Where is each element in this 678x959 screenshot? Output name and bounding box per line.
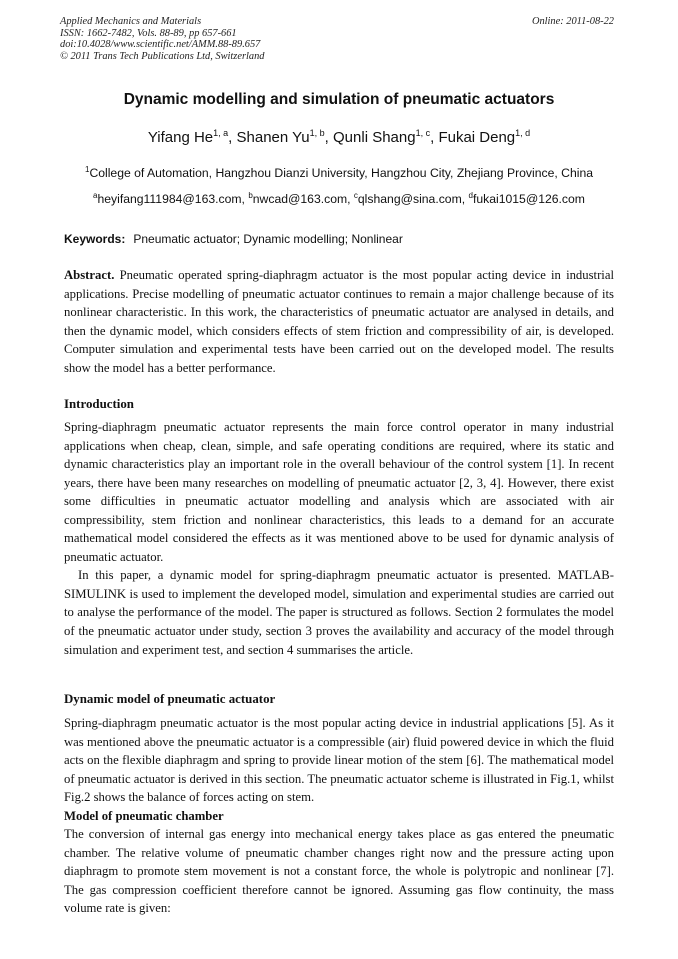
introduction-paragraph-1: Spring-diaphragm pneumatic actuator represents the main force control operator in many industrial applications when cheap, clean, simple, and safe operating conditions are required, where its static and dynamic characteristics play an important role in the overall behaviour of the control system [1]. In recent years, there have been many researches on modelling of pneumatic actuator [2, 3, 4]. However, there exist some difficulties in pneumatic actuator modelling and analysis which are associated with air compressibility, stem friction and nonlinear characteristics, this leads to a demand for an accurate mathematical model considered the effects as it was mentioned above to be used for dynamic analysis of pneumatic actuator.	[64, 420, 614, 564]
email-sup: a	[93, 191, 98, 200]
email-sup: b	[248, 191, 253, 200]
issn-line: ISSN: 1662-7482, Vols. 88-89, pp 657-661	[60, 27, 237, 39]
doi-line: doi:10.4028/www.scientific.net/AMM.88-89.657	[60, 39, 261, 51]
keywords-text: Pneumatic actuator; Dynamic modelling; Nonlinear	[133, 232, 403, 246]
introduction-paragraph-2: In this paper, a dynamic model for spring-diaphragm pneumatic actuator is presented. MATLAB-SIMULINK is used to implement the developed model, simulation and experimental studies are carried out to analyse the performance of the model. The paper is structured as follows. Section 2 formulates the model of the pneumatic actuator under study, section 3 proves the availability and accuracy of the model through simulation and experiment test, and section 4 summarises the article.	[64, 568, 614, 657]
abstract-label: Abstract.	[64, 268, 115, 282]
affiliation-text: College of Automation, Hangzhou Dianzi University, Hangzhou City, Zhejiang Province, China	[89, 166, 593, 180]
dynamic-model-paragraph-1: Spring-diaphragm pneumatic actuator is the most popular acting device in industrial applications [5]. As it was mentioned above the pneumatic actuator is a compressible (air) fluid powered device in which the fluid acts on the flexible diaphragm and spring to provide linear motion of the stem [6]. The mathematical model of pneumatic actuator is derived in this section. The pneumatic actuator scheme is illustrated in Fig.1, whilst Fig.2 shows the balance of forces acting on stem.	[64, 716, 614, 805]
author-sup: 1, a	[213, 128, 229, 138]
dynamic-model-heading: Dynamic model of pneumatic actuator	[64, 692, 276, 706]
copyright-line: © 2011 Trans Tech Publications Ltd, Switzerland	[60, 50, 265, 62]
author-sup: 1, b	[309, 128, 325, 138]
author-name: Qunli Shang	[333, 129, 416, 146]
author-name: Yifang He	[147, 129, 214, 146]
email-address: fukai1015@126.com	[472, 192, 585, 206]
dynamic-model-paragraph-2: The conversion of internal gas energy into mechanical energy takes place as gas entered the pneumatic chamber. The relative volume of pneumatic chamber changes right now and the pressure acting upon diaphragm to promote stem movement is not a constant force, the whole is polytropic and nonlinear [7]. The gas compression coefficient therefore cannot be ignored. Assuming gas flow continuity, the mass volume rate is given:	[64, 827, 614, 916]
introduction-body	[64, 418, 614, 659]
author-sup: 1, c	[415, 128, 431, 138]
online-date: Online: 2011-08-22	[531, 16, 614, 27]
abstract-text: Pneumatic operated spring-diaphragm actuator is the most popular acting device in industrial applications. Precise modelling of pneumatic actuator continues to remain a major challenge because of its nonlinear characteristic. In this work, the characteristics of pneumatic actuator are analysed in details, and then the dynamic model, which considers effects of stem friction and compressibility of air, is developed. Computer simulation and experimental tests have been carried out on the developed model. The results show the model has a better performance.	[64, 268, 614, 375]
paper-title: Dynamic modelling and simulation of pneumatic actuators	[123, 91, 555, 108]
author-name: Shanen Yu	[236, 129, 310, 146]
email-list	[30, 191, 648, 207]
email-address: nwcad@163.com,	[252, 192, 351, 206]
author-sup: 1, d	[515, 128, 531, 138]
email-sup: d	[468, 191, 473, 200]
abstract-block	[64, 266, 614, 377]
email-sup: c	[353, 191, 358, 200]
affiliation-sup: 1	[84, 165, 90, 174]
dynamic-model-body	[64, 714, 614, 918]
author-list: Yifang He$^{1, a}$, Shanen Yu$^{1, b}$, Qunli Shang$^{1, c}$, Fukai Deng$^{1, d}$	[147, 128, 531, 146]
introduction-heading: Introduction	[64, 397, 134, 411]
affiliation	[30, 165, 648, 181]
author-name: Fukai Deng	[438, 129, 516, 146]
email-address: qlshang@sina.com,	[357, 192, 466, 206]
journal-name: Applied Mechanics and Materials	[60, 16, 202, 27]
journal-header	[60, 16, 480, 62]
chamber-subheading: Model of pneumatic chamber	[64, 808, 224, 823]
keywords-label: Keywords:	[64, 232, 126, 246]
email-address: heyifang111984@163.com,	[97, 192, 245, 206]
keywords-line	[64, 231, 403, 247]
